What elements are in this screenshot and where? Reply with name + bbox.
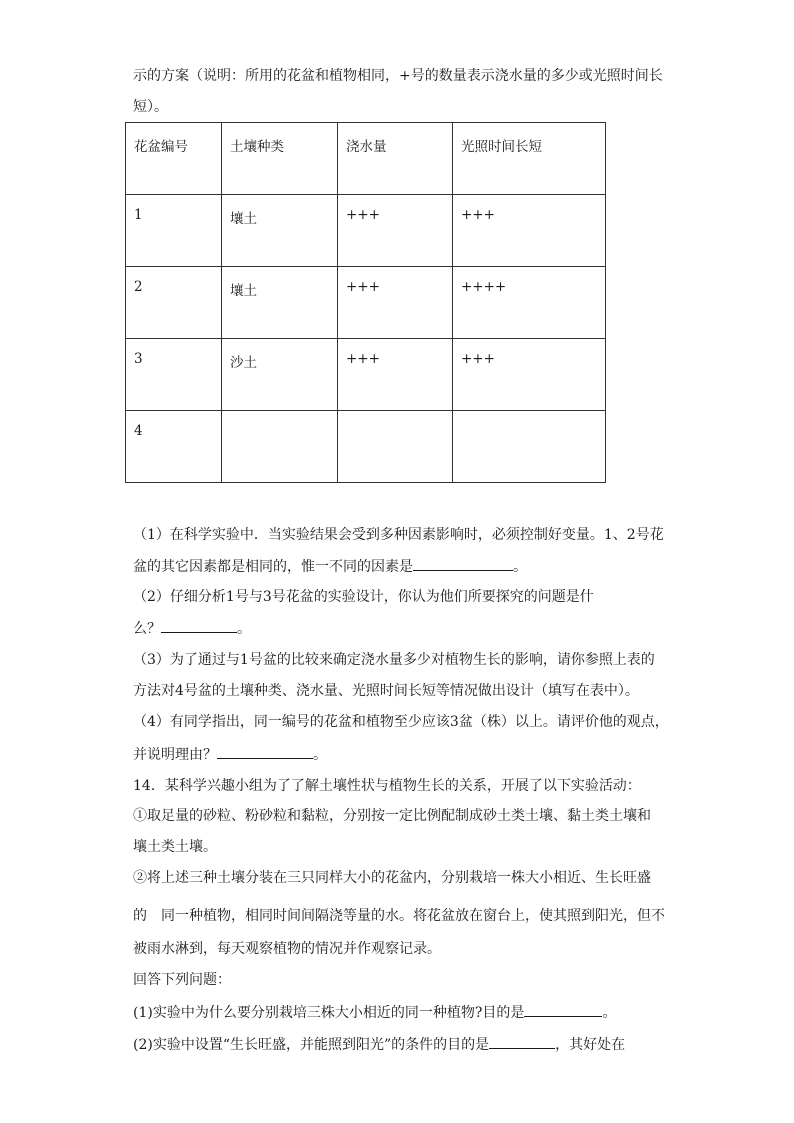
answer-blank[interactable] (524, 1002, 602, 1017)
question-4-line-2 (133, 744, 327, 765)
question-text: 盆的其它因素都是相同的，惟一不同的因素是 (133, 559, 413, 575)
question-text: (1)实验中为什么要分别栽培三株大小相近的同一种植物?目的是 (133, 1005, 525, 1021)
table-row (126, 411, 606, 483)
table-cell: 沙土 (222, 339, 338, 411)
table-header-row (126, 123, 606, 195)
answer-blank[interactable] (489, 1034, 555, 1049)
table-cell-blank[interactable] (222, 411, 338, 483)
table-cell: 4 (126, 411, 222, 483)
header-cell: 土壤种类 (222, 123, 338, 195)
question-1-line-1: （1）在科学实验中．当实验结果会受到多种因素影响时，必须控制好变量。1、2号花 (133, 527, 664, 543)
table-cell: +++ (453, 195, 606, 267)
table-cell: ++++ (453, 267, 606, 339)
table-cell: 1 (126, 195, 222, 267)
question-text-continued: ，其好处在 (555, 1037, 626, 1053)
answer-prompt: 回答下列问题： (133, 972, 231, 988)
problem-14-step-2-line-1: ②将上述三种土壤分装在三只同样大小的花盆内，分别栽培一株大小相近、生长旺盛 (133, 870, 651, 886)
table-cell-blank[interactable] (453, 411, 606, 483)
question-text: 并说明理由？ (133, 747, 217, 763)
table-cell: +++ (338, 195, 453, 267)
punctuation: 。 (313, 747, 327, 763)
table-cell: +++ (338, 267, 453, 339)
question-3-line-1: （3）为了通过与1号盆的比较来确定浇水量多少对植物生长的影响，请你参照上表的 (133, 652, 655, 668)
sub-question-2 (133, 1034, 625, 1055)
sub-question-1 (133, 1002, 616, 1023)
table-row (126, 267, 606, 339)
question-2-line-1: （2）仔细分析1号与3号花盆的实验设计，你认为他们所要探究的问题是什 (133, 589, 594, 605)
table-cell: 3 (126, 339, 222, 411)
table-cell: 壤土 (222, 267, 338, 339)
answer-blank[interactable] (413, 556, 513, 571)
question-1-line-2 (133, 556, 527, 577)
intro-line-1: 示的方案（说明：所用的花盆和植物相同，+号的数量表示浇水量的多少或光照时间长 (133, 68, 663, 84)
answer-blank[interactable] (161, 618, 237, 633)
problem-14-stem: 14．某科学兴趣小组为了了解土壤性状与植物生长的关系，开展了以下实验活动： (133, 778, 641, 794)
table-cell: +++ (453, 339, 606, 411)
header-cell: 光照时间长短 (453, 123, 606, 195)
table-row (126, 195, 606, 267)
punctuation: 。 (602, 1005, 617, 1021)
table-cell: 2 (126, 267, 222, 339)
problem-14-step-1-line-2: 壤土类土壤。 (133, 839, 217, 855)
problem-14-step-1-line-1: ①取足量的砂粒、粉砂粒和黏粒，分别按一定比例配制成砂土类土壤、黏土类土壤和 (133, 808, 651, 824)
problem-14-step-2-line-2: 的 同一种植物，相同时间间隔浇等量的水。将花盆放在窗台上，使其照到阳光，但不 (133, 908, 665, 924)
question-3-line-2: 方法对4号盆的土壤种类、浇水量、光照时间长短等情况做出设计（填写在表中）。 (133, 683, 639, 699)
question-text: 么？ (133, 621, 161, 637)
question-2-line-2 (133, 618, 251, 639)
table-cell: +++ (338, 339, 453, 411)
experiment-table (125, 122, 606, 483)
question-text: (2)实验中设置“生长旺盛，并能照到阳光”的条件的目的是 (133, 1037, 490, 1053)
header-cell: 花盆编号 (126, 123, 222, 195)
punctuation: 。 (513, 559, 527, 575)
answer-blank[interactable] (217, 744, 313, 759)
table-row (126, 339, 606, 411)
header-cell: 浇水量 (338, 123, 453, 195)
intro-line-2: 短）。 (133, 99, 168, 115)
problem-14-step-2-line-3: 被雨水淋到，每天观察植物的情况并作观察记录。 (133, 941, 441, 957)
question-4-line-1: （4）有同学指出，同一编号的花盆和植物至少应该3盆（株）以上。请评价他的观点， (133, 714, 669, 730)
table-cell-blank[interactable] (338, 411, 453, 483)
punctuation: 。 (237, 621, 251, 637)
table-cell: 壤土 (222, 195, 338, 267)
